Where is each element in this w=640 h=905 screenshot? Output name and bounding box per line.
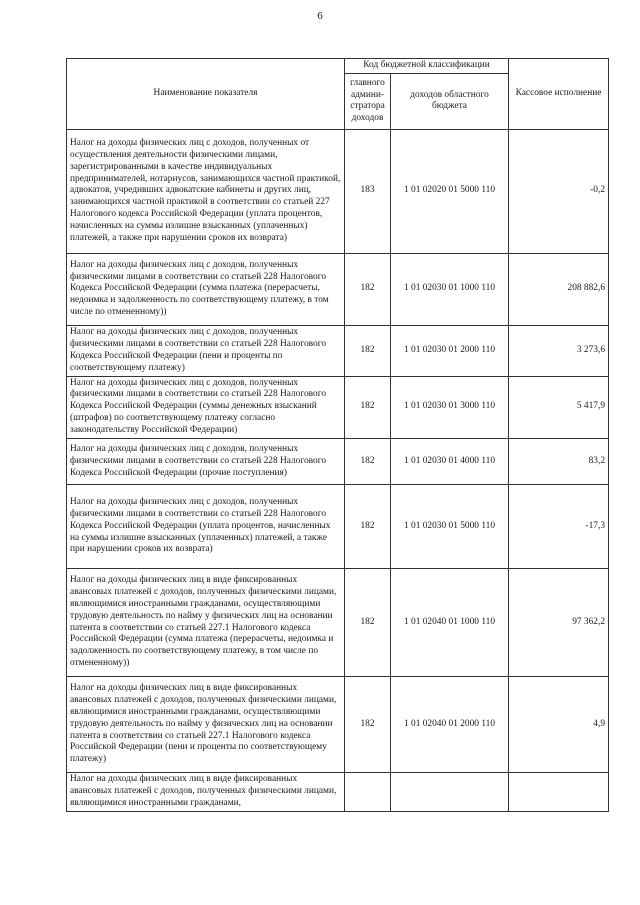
row-income-code: 1 01 02030 01 3000 110 — [391, 376, 509, 439]
row-income-code: 1 01 02030 01 5000 110 — [391, 485, 509, 569]
row-income-code: 1 01 02040 01 2000 110 — [391, 677, 509, 773]
row-indicator-name: Налог на доходы физических лиц с доходов, полученных от осуществления деятельности физическими лицами, зарегистрированными в качестве индивидуальных предпринимателей, нотариусов, занимающихся частной практикой, адвокатов, учредивших адвокатские кабинеты и других лиц, занимающихся частной практикой в соответствии со статьей 227 Налогового кодекса Российской Федерации (уплата процентов, начисленных на суммы излишне взысканных (уплаченных) платежей, а также при нарушении сроков их возврата) — [67, 129, 345, 253]
row-cash-value: -0,2 — [509, 129, 609, 253]
row-admin-code: 182 — [345, 376, 391, 439]
row-indicator-name: Налог на доходы физических лиц с доходов, полученных физическими лицами в соответствии со статьей 228 Налогового Кодекса Российской Федерации (пени и проценты по соответствующему платежу) — [67, 325, 345, 376]
row-indicator-name: Налог на доходы физических лиц в виде фиксированных авансовых платежей с доходов, полученных физическими лицами, являющимися иностранными гражданами, осуществляющими трудовую деятельность по найму у физических лиц на основании патента в соответствии со статьей 227.1 Налогового кодекса Российской Федерации (пени и проценты по соответствующему платежу) — [67, 677, 345, 773]
table-row — [67, 773, 609, 812]
table-row — [67, 439, 609, 485]
table-row — [67, 129, 609, 253]
row-admin-code: 182 — [345, 485, 391, 569]
row-income-code: 1 01 02020 01 5000 110 — [391, 129, 509, 253]
row-cash-value: 3 273,6 — [509, 325, 609, 376]
row-admin-code: 182 — [345, 325, 391, 376]
page-number: 6 — [317, 10, 323, 22]
row-income-code — [391, 773, 509, 812]
row-cash-value: 83,2 — [509, 439, 609, 485]
header-budget-code: Код бюджетной классификации — [345, 59, 509, 74]
row-cash-value: 5 417,9 — [509, 376, 609, 439]
row-indicator-name: Налог на доходы физических лиц с доходов, полученных физическими лицами в соответствии со статьей 228 Налогового Кодекса Российской Федерации (сумма платежа (перерасчеты, недоимка и задолженность по соответствующему платежу, в том числе по отмененному)) — [67, 253, 345, 325]
row-admin-code: 182 — [345, 253, 391, 325]
row-cash-value: 97 362,2 — [509, 569, 609, 677]
row-admin-code — [345, 773, 391, 812]
budget-execution-table — [66, 58, 609, 812]
row-income-code: 1 01 02040 01 1000 110 — [391, 569, 509, 677]
header-indicator-name: Наименование показателя — [67, 59, 345, 130]
row-admin-code: 183 — [345, 129, 391, 253]
header-regional-income: доходов областного бюджета — [391, 73, 509, 129]
row-cash-value: 208 882,6 — [509, 253, 609, 325]
row-admin-code: 182 — [345, 439, 391, 485]
row-cash-value: -17,3 — [509, 485, 609, 569]
row-admin-code: 182 — [345, 569, 391, 677]
row-income-code: 1 01 02030 01 2000 110 — [391, 325, 509, 376]
table-row — [67, 253, 609, 325]
table-row — [67, 677, 609, 773]
row-indicator-name: Налог на доходы физических лиц с доходов, полученных физическими лицами в соответствии со статьей 228 Налогового Кодекса Российской Федерации (прочие поступления) — [67, 439, 345, 485]
row-indicator-name: Налог на доходы физических лиц с доходов, полученных физическими лицами в соответствии со статьей 228 Налогового Кодекса Российской Федерации (уплата процентов, начисленных на суммы излишне взысканных (уплаченных) платежей, а также при нарушении сроков их возврата) — [67, 485, 345, 569]
row-cash-value — [509, 773, 609, 812]
table-row — [67, 325, 609, 376]
table-row — [67, 376, 609, 439]
header-cash-execution: Кассовое исполнение — [509, 59, 609, 130]
row-indicator-name: Налог на доходы физических лиц в виде фиксированных авансовых платежей с доходов, полученных физическими лицами, являющимися иностранными гражданами, — [67, 773, 345, 812]
row-indicator-name: Налог на доходы физических лиц в виде фиксированных авансовых платежей с доходов, полученных физическими лицами, являющимися иностранными гражданами, осуществляющими трудовую деятельность по найму у физических лиц на основании патента в соответствии со статьей 227.1 Налогового кодекса Российской Федерации (сумма платежа (перерасчеты, недоимка и задолженность по соответствующему платежу, в том числе по отмененному)) — [67, 569, 345, 677]
table-row — [67, 569, 609, 677]
row-income-code: 1 01 02030 01 1000 110 — [391, 253, 509, 325]
table-row — [67, 485, 609, 569]
header-chief-administrator: главного админи- стратора доходов — [345, 73, 391, 129]
row-admin-code: 182 — [345, 677, 391, 773]
row-income-code: 1 01 02030 01 4000 110 — [391, 439, 509, 485]
row-cash-value: 4,9 — [509, 677, 609, 773]
row-indicator-name: Налог на доходы физических лиц с доходов, полученных физическими лицами в соответствии со статьей 228 Налогового Кодекса Российской Федерации (суммы денежных взысканий (штрафов) по соответствующему платежу согласно законодательству Российской Федерации) — [67, 376, 345, 439]
